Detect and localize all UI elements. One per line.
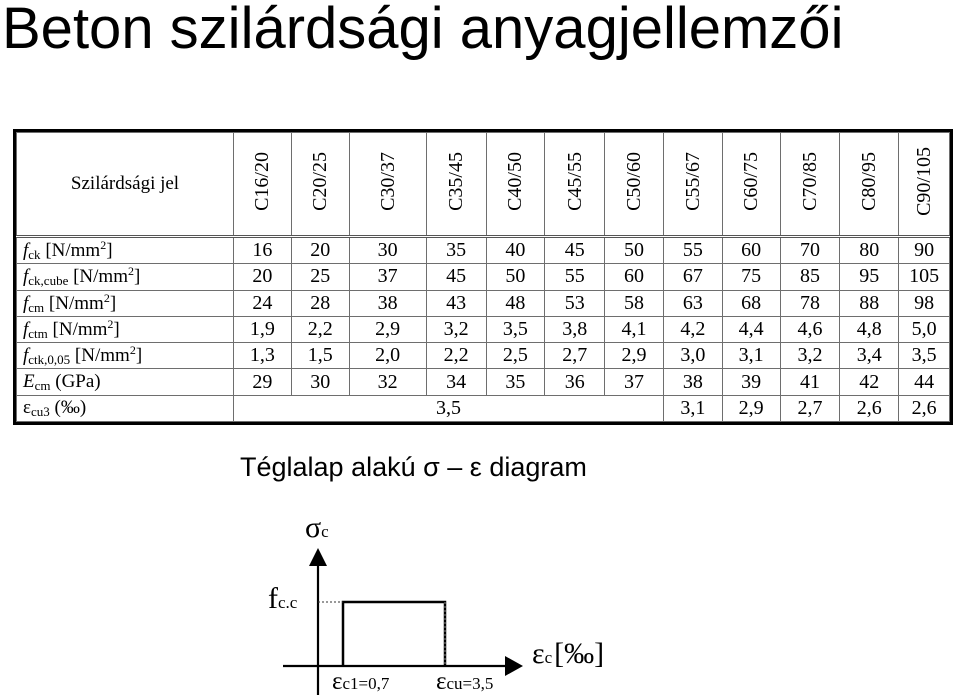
table-cell: 32	[349, 369, 426, 395]
table-cell: 2,9	[722, 395, 780, 421]
table-cell: 4,8	[840, 316, 899, 342]
table-cell: 3,5	[486, 316, 545, 342]
strain-end-sub: cu=3,5	[446, 674, 494, 693]
strain-start-symbol: ε	[332, 668, 343, 695]
row-symbol-sub: ck,cube	[28, 273, 69, 289]
table-cell: 40	[486, 237, 545, 264]
table-cell: 78	[780, 290, 840, 316]
table-cell: 80	[840, 237, 899, 264]
table-cell: 44	[899, 369, 950, 395]
row-unit: [N/mm	[68, 266, 128, 288]
table-cell: 1,5	[291, 343, 349, 369]
page-title: Beton szilárdsági anyagjellemzői	[2, 0, 844, 61]
row-symbol: E	[23, 370, 35, 392]
table-cell: 1,3	[234, 343, 292, 369]
table-cell: 48	[486, 290, 545, 316]
fcc-label	[268, 582, 298, 615]
fcc-sub: c.c	[278, 593, 298, 612]
table-cell: 24	[234, 290, 292, 316]
x-axis-unit: [‰]	[554, 637, 605, 670]
row-unit-end: ]	[106, 240, 113, 262]
row-unit-end: ]	[135, 345, 143, 367]
column-header-class-text: C35/45	[445, 152, 468, 211]
table-cell: 4,2	[663, 316, 722, 342]
table-cell: 42	[840, 369, 899, 395]
table-cell: 3,1	[722, 343, 780, 369]
table-cell: 75	[722, 264, 780, 290]
table-cell: 35	[426, 237, 486, 264]
row-unit: [N/mm	[40, 240, 101, 262]
table-cell: 68	[722, 290, 780, 316]
table-cell: 90	[899, 237, 950, 264]
column-header-label: Szilárdsági jel	[17, 133, 234, 237]
table-cell: 25	[291, 264, 349, 290]
row-unit-sup: 2	[107, 316, 114, 331]
column-header-class-text: C30/37	[376, 152, 399, 211]
table-cell: 29	[234, 369, 292, 395]
table-cell: 55	[545, 264, 605, 290]
row-unit: (‰)	[49, 396, 87, 418]
row-unit-end: ]	[109, 292, 117, 314]
column-header-class-text: C70/85	[798, 152, 821, 211]
table-cell: 2,9	[349, 316, 426, 342]
table-cell: 67	[663, 264, 722, 290]
stress-block-outline	[343, 602, 445, 666]
x-axis-label	[532, 637, 604, 670]
column-header-class-text: C50/60	[623, 152, 646, 211]
table-cell: 2,6	[840, 395, 899, 421]
row-unit-sup: 2	[129, 343, 136, 358]
row-unit-sup: 2	[127, 264, 134, 279]
row-unit-end: ]	[113, 318, 120, 340]
diagram-title: Téglalap alakú σ – ε diagram	[240, 452, 587, 482]
table-cell: 88	[840, 290, 899, 316]
table-cell: 4,6	[780, 316, 840, 342]
row-symbol-sub: cm	[28, 299, 45, 315]
y-axis-label	[305, 511, 329, 544]
table-cell: 63	[663, 290, 722, 316]
table-cell: 37	[349, 264, 426, 290]
table-cell: 30	[349, 237, 426, 264]
y-axis-symbol: σ	[305, 511, 322, 544]
column-header-class-text: C40/50	[504, 152, 527, 211]
table-cell: 2,5	[486, 343, 545, 369]
row-symbol: f	[23, 266, 29, 288]
row-symbol-sub: ck	[28, 247, 41, 263]
strain-end-label	[436, 668, 493, 695]
table-cell: 2,2	[426, 343, 486, 369]
row-unit-sup: 2	[100, 238, 107, 253]
table-cell: 95	[840, 264, 899, 290]
row-symbol: f	[23, 240, 29, 262]
table-cell: 55	[663, 237, 722, 264]
table-cell: 36	[545, 369, 605, 395]
row-symbol: f	[23, 345, 29, 367]
strain-end-symbol: ε	[436, 668, 447, 695]
table-cell: 53	[545, 290, 605, 316]
column-header-class-text: C16/20	[251, 152, 274, 211]
table-cell: 3,2	[426, 316, 486, 342]
table-cell: 3,8	[545, 316, 605, 342]
table-cell: 4,4	[722, 316, 780, 342]
table-cell: 5,0	[899, 316, 950, 342]
table-cell: 3,2	[780, 343, 840, 369]
table-cell: 2,0	[349, 343, 426, 369]
row-unit-end: ]	[133, 266, 141, 288]
column-header-class-text: C60/75	[740, 152, 763, 211]
table-cell: 38	[349, 290, 426, 316]
table-cell: 60	[605, 264, 664, 290]
table-cell: 20	[291, 237, 349, 264]
row-symbol-sub: cu3	[30, 403, 50, 419]
x-axis-arrow-icon	[505, 656, 523, 676]
table-cell: 35	[486, 369, 545, 395]
table-cell: 2,7	[780, 395, 840, 421]
table-cell: 50	[486, 264, 545, 290]
row-symbol: f	[23, 318, 29, 340]
row-unit: [N/mm	[47, 318, 108, 340]
table-cell-merged: 3,5	[234, 395, 664, 421]
table-cell: 37	[605, 369, 664, 395]
table-cell: 3,0	[663, 343, 722, 369]
column-header-class-text: C90/105	[913, 147, 936, 216]
table-cell: 2,2	[291, 316, 349, 342]
table-cell: 30	[291, 369, 349, 395]
row-symbol: ε	[23, 396, 31, 418]
y-axis-arrow-icon	[309, 548, 327, 566]
table-cell: 45	[426, 264, 486, 290]
table-cell: 2,6	[899, 395, 950, 421]
x-axis-symbol: ε	[532, 637, 545, 670]
table-cell: 28	[291, 290, 349, 316]
table-cell: 45	[545, 237, 605, 264]
table-cell: 16	[234, 237, 292, 264]
row-symbol-sub: ctk,0,05	[28, 352, 71, 368]
table-cell: 105	[899, 264, 950, 290]
table-cell: 41	[780, 369, 840, 395]
strain-start-label	[332, 668, 390, 695]
row-symbol-sub: ctm	[28, 325, 48, 341]
column-header-class-text: C55/67	[681, 152, 704, 211]
row-symbol-sub: cm	[34, 377, 51, 393]
table-cell: 50	[605, 237, 664, 264]
table-cell: 34	[426, 369, 486, 395]
table-cell: 3,4	[840, 343, 899, 369]
table-cell: 2,9	[605, 343, 664, 369]
fcc-symbol: f	[268, 582, 278, 615]
table-cell: 60	[722, 237, 780, 264]
column-header-class-text: C20/25	[309, 152, 332, 211]
table-cell: 39	[722, 369, 780, 395]
table-cell: 85	[780, 264, 840, 290]
table-cell: 70	[780, 237, 840, 264]
strain-start-sub: c1=0,7	[342, 674, 390, 693]
table-cell: 38	[663, 369, 722, 395]
row-unit: [N/mm	[44, 292, 104, 314]
column-header-class-text: C45/55	[563, 152, 586, 211]
x-axis-sub: c	[544, 648, 553, 667]
y-axis-sub: c	[321, 522, 329, 541]
table-cell: 4,1	[605, 316, 664, 342]
table-cell: 98	[899, 290, 950, 316]
table-cell: 3,1	[663, 395, 722, 421]
table-cell: 3,5	[899, 343, 950, 369]
table-cell: 20	[234, 264, 292, 290]
row-unit: (GPa)	[50, 370, 101, 392]
row-symbol: f	[23, 292, 29, 314]
row-unit: [N/mm	[70, 345, 130, 367]
row-unit-sup: 2	[103, 290, 110, 305]
table-cell: 43	[426, 290, 486, 316]
table-cell: 1,9	[234, 316, 292, 342]
column-header-class-text: C80/95	[858, 152, 881, 211]
table-cell: 58	[605, 290, 664, 316]
table-cell: 2,7	[545, 343, 605, 369]
